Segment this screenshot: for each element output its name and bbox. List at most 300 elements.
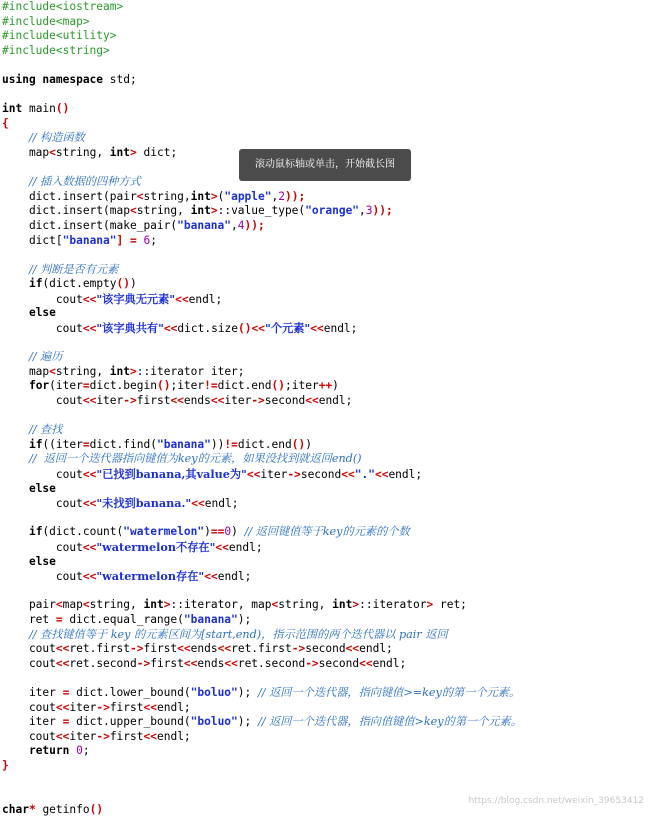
code-token-cmt: // 查找键值等于 key 的元素区间为[start,end)，指示范围的两个迭代器以 pair 返回 bbox=[28, 627, 448, 641]
code-token-op: )); bbox=[285, 189, 306, 203]
code-line bbox=[2, 394, 648, 409]
watermark: https://blog.csdn.net/weixin_39653412 bbox=[468, 796, 644, 806]
code-line bbox=[2, 73, 648, 88]
code-token-plain: string, bbox=[143, 189, 191, 203]
code-token-kw: int bbox=[190, 189, 211, 203]
code-token-plain: cout bbox=[2, 656, 56, 670]
code-token-str: "boluo" bbox=[190, 685, 238, 699]
code-token-op: != bbox=[204, 379, 218, 393]
code-token-kw: else bbox=[28, 554, 56, 568]
code-token-plain: iter bbox=[96, 394, 124, 408]
code-line bbox=[2, 569, 648, 584]
code-token-plain: dict.insert(make_pair( bbox=[2, 218, 178, 232]
code-token-plain: second bbox=[305, 642, 346, 656]
code-token-op: > bbox=[210, 189, 218, 203]
code-token-plain: iter bbox=[2, 715, 63, 729]
code-token-op: << bbox=[82, 540, 97, 554]
code-token-cmt: // 返回一个迭代器，指向值键值>key的第一个元素。 bbox=[258, 715, 522, 729]
code-token-plain: (dict.count( bbox=[42, 525, 124, 539]
code-token-plain bbox=[123, 234, 130, 247]
code-token-str: "boluo" bbox=[190, 715, 238, 729]
code-token-plain: endl; bbox=[204, 497, 239, 511]
code-token-op: != bbox=[224, 437, 238, 451]
code-line bbox=[2, 190, 648, 205]
code-token-plain: dict.insert(map bbox=[2, 204, 130, 218]
code-token-op: << bbox=[191, 497, 205, 511]
code-token-kw: else bbox=[28, 306, 56, 320]
code-token-op: << bbox=[177, 642, 191, 656]
code-token-plain bbox=[2, 628, 29, 641]
code-token-op: () bbox=[238, 322, 252, 336]
code-token-op: << bbox=[183, 656, 198, 670]
code-line bbox=[2, 657, 648, 672]
code-token-op: << bbox=[251, 322, 265, 336]
code-line bbox=[2, 730, 648, 745]
code-token-plain bbox=[2, 277, 29, 290]
code-token-plain: cout bbox=[2, 497, 83, 511]
code-token-op: << bbox=[82, 497, 97, 511]
code-token-op: << bbox=[82, 322, 97, 336]
code-token-op: > bbox=[130, 145, 137, 159]
code-token-plain: second bbox=[300, 468, 342, 481]
code-token-plain: (iter bbox=[49, 379, 83, 393]
code-token-plain: cout bbox=[2, 729, 56, 743]
code-token-op: () bbox=[271, 379, 285, 393]
code-token-op: = bbox=[62, 715, 70, 729]
code-token-cmt: // 插入数据的四种方式 bbox=[28, 175, 141, 189]
code-token-plain: , bbox=[231, 218, 238, 232]
code-token-op: = bbox=[55, 612, 63, 626]
code-line bbox=[2, 452, 648, 467]
code-token-kw: if bbox=[28, 525, 43, 539]
code-token-str: "banana" bbox=[156, 437, 211, 451]
code-token-op: << bbox=[170, 394, 184, 408]
code-token-str: "该字典共有" bbox=[96, 321, 164, 336]
code-token-plain: string, bbox=[136, 204, 191, 218]
code-line bbox=[2, 628, 648, 643]
code-token-plain: dict.equal_range( bbox=[62, 612, 184, 626]
code-token-op: < bbox=[49, 145, 56, 159]
code-token-plain: ); bbox=[237, 612, 252, 626]
code-token-str: "orange" bbox=[305, 204, 360, 218]
code-token-op: -> bbox=[96, 729, 110, 743]
code-token-plain: ;iter bbox=[170, 379, 205, 393]
code-token-str: "watermelon存在" bbox=[96, 569, 205, 584]
code-token-plain: second bbox=[264, 394, 306, 408]
code-token-op: -> bbox=[305, 656, 319, 670]
code-token-plain: endl; bbox=[388, 468, 423, 481]
code-token-str: "该字典无元素" bbox=[96, 291, 176, 306]
code-token-op: -> bbox=[136, 656, 151, 670]
code-line bbox=[2, 584, 648, 599]
code-token-plain: dict.find( bbox=[89, 437, 157, 451]
code-token-plain: ret.second bbox=[237, 656, 306, 670]
code-token-op: -> bbox=[96, 700, 110, 714]
code-token-plain bbox=[2, 744, 29, 757]
code-token-plain bbox=[2, 131, 29, 144]
code-token-plain: cout bbox=[2, 570, 83, 584]
code-token-op: << bbox=[215, 540, 229, 554]
code-token-op: = bbox=[130, 233, 137, 247]
code-token-op: -> bbox=[130, 642, 144, 656]
code-token-op: -> bbox=[123, 394, 137, 408]
code-token-op: * bbox=[28, 802, 36, 816]
code-token-str: "apple" bbox=[224, 189, 272, 203]
code-token-plain: first bbox=[143, 642, 178, 656]
code-token-plain: first bbox=[150, 656, 184, 670]
code-token-kw: int bbox=[2, 102, 23, 116]
code-token-op: { bbox=[2, 116, 9, 130]
code-token-str: "未找到banana." bbox=[96, 496, 192, 511]
code-token-op: () bbox=[291, 437, 306, 451]
code-token-plain: ; bbox=[82, 744, 90, 758]
code-line bbox=[2, 438, 648, 453]
code-token-plain: endl; bbox=[156, 700, 191, 714]
code-token-op: << bbox=[82, 292, 97, 306]
code-token-plain: cout bbox=[2, 322, 83, 336]
code-token-plain: pair bbox=[2, 598, 56, 612]
code-line bbox=[2, 263, 648, 278]
code-token-op: -> bbox=[251, 394, 265, 408]
code-line bbox=[2, 117, 648, 132]
code-line bbox=[2, 321, 648, 336]
code-view bbox=[2, 0, 648, 817]
code-line bbox=[2, 102, 648, 117]
code-token-op: << bbox=[217, 642, 232, 656]
code-token-str: "." bbox=[354, 468, 375, 481]
code-token-kw: for bbox=[28, 379, 50, 393]
code-token-plain: ) bbox=[305, 437, 312, 451]
code-line bbox=[2, 336, 648, 351]
code-line bbox=[2, 759, 648, 774]
code-token-num: 3 bbox=[365, 204, 373, 218]
code-token-plain: ret.first bbox=[231, 642, 292, 656]
code-token-plain: map bbox=[2, 145, 50, 159]
code-token-plain: ret.second bbox=[69, 656, 137, 670]
code-token-kw: else bbox=[28, 481, 56, 495]
code-line bbox=[2, 15, 648, 30]
code-line bbox=[2, 555, 648, 570]
code-token-kw: if bbox=[28, 277, 43, 291]
code-token-op: )); bbox=[244, 218, 265, 232]
code-token-plain bbox=[2, 438, 29, 451]
code-token-plain bbox=[2, 175, 29, 188]
code-line bbox=[2, 642, 648, 657]
code-token-op: << bbox=[310, 322, 324, 336]
code-line bbox=[2, 686, 648, 701]
code-token-op: << bbox=[82, 394, 97, 408]
code-token-op: < bbox=[49, 364, 56, 378]
code-token-num: 0 bbox=[76, 744, 83, 758]
code-token-op: = bbox=[82, 437, 90, 451]
code-token-plain: dict.insert(pair bbox=[2, 189, 137, 203]
code-token-plain: dict.upper_bound( bbox=[69, 715, 191, 729]
code-token-plain: ends bbox=[197, 656, 225, 670]
code-token-plain: ends bbox=[183, 394, 211, 408]
code-token-num: 0 bbox=[224, 525, 232, 539]
code-token-plain: endl; bbox=[372, 656, 407, 670]
code-token-op: < bbox=[82, 598, 90, 612]
code-token-plain: ) bbox=[130, 277, 137, 291]
code-token-op: << bbox=[55, 656, 70, 670]
code-token-op: << bbox=[374, 468, 389, 481]
code-token-plain: ((iter bbox=[42, 437, 83, 451]
code-token-op: -> bbox=[287, 468, 301, 481]
code-token-cmt: // 判断是否有元素 bbox=[28, 262, 119, 276]
code-token-plain: endl; bbox=[156, 729, 191, 743]
code-token-op: > bbox=[426, 598, 434, 612]
code-line bbox=[2, 131, 648, 146]
code-token-plain bbox=[2, 482, 29, 495]
code-token-op: << bbox=[82, 570, 97, 584]
code-token-op: > bbox=[130, 364, 137, 378]
code-line bbox=[2, 204, 648, 219]
code-token-num: 2 bbox=[278, 189, 285, 203]
code-token-op: << bbox=[359, 656, 373, 670]
code-token-plain bbox=[2, 350, 29, 363]
code-token-op: << bbox=[305, 394, 319, 408]
code-token-plain: endl; bbox=[228, 540, 263, 554]
code-line bbox=[2, 248, 648, 263]
code-token-plain: ::iterator bbox=[359, 598, 427, 612]
code-line bbox=[2, 773, 648, 788]
code-line bbox=[2, 234, 648, 249]
code-line bbox=[2, 277, 648, 292]
code-token-plain: dict.begin bbox=[89, 379, 157, 393]
code-line bbox=[2, 0, 648, 15]
code-token-plain: dict; bbox=[136, 145, 178, 159]
code-line bbox=[2, 496, 648, 511]
code-token-op: << bbox=[143, 700, 157, 714]
code-token-op: << bbox=[341, 468, 355, 481]
code-token-kw: using namespace bbox=[2, 72, 104, 86]
code-token-plain bbox=[2, 525, 29, 538]
code-token-op: << bbox=[55, 642, 70, 656]
code-token-plain: ::iterator, map bbox=[170, 598, 272, 612]
code-token-plain: ends bbox=[190, 642, 218, 656]
code-token-op: > bbox=[352, 598, 360, 612]
code-token-plain: main bbox=[22, 102, 56, 116]
code-token-pp: #include<string> bbox=[2, 43, 110, 57]
code-token-op: = bbox=[62, 685, 70, 699]
code-line bbox=[2, 423, 648, 438]
code-token-plain: endl; bbox=[318, 394, 353, 408]
code-token-plain bbox=[137, 234, 144, 247]
code-token-num: 4 bbox=[237, 218, 245, 232]
code-token-op: () bbox=[156, 379, 171, 393]
code-token-plain: first bbox=[136, 394, 171, 408]
code-token-plain: ::iterator iter; bbox=[136, 364, 245, 378]
code-token-plain: cout bbox=[2, 642, 56, 656]
code-line bbox=[2, 88, 648, 103]
code-token-cmt: // 遍历 bbox=[28, 350, 63, 364]
code-token-plain: dict.lower_bound( bbox=[69, 685, 191, 699]
code-token-op: << bbox=[82, 468, 97, 481]
code-token-kw: return bbox=[28, 744, 70, 758]
code-line bbox=[2, 219, 648, 234]
code-token-cmt: // 查找 bbox=[28, 423, 63, 437]
code-token-kw: int bbox=[109, 145, 131, 159]
code-token-op: = bbox=[82, 379, 90, 393]
code-token-plain: endl; bbox=[323, 322, 358, 336]
code-token-str: "banana" bbox=[183, 612, 238, 626]
code-token-op: ++ bbox=[318, 379, 333, 393]
code-token-op: << bbox=[224, 656, 238, 670]
code-token-plain: std; bbox=[103, 72, 137, 86]
code-line bbox=[2, 379, 648, 394]
code-token-op: < bbox=[129, 204, 137, 218]
code-token-plain: cout bbox=[2, 468, 83, 481]
code-token-op: << bbox=[55, 700, 70, 714]
code-token-plain: ) bbox=[231, 525, 245, 539]
code-token-plain bbox=[2, 555, 29, 568]
code-line bbox=[2, 613, 648, 628]
code-token-kw: int bbox=[332, 598, 353, 612]
code-token-op: << bbox=[163, 322, 178, 336]
code-token-plain: dict.end bbox=[217, 379, 272, 393]
code-line bbox=[2, 744, 648, 759]
code-token-plain: string, bbox=[55, 145, 110, 159]
code-token-op: > bbox=[163, 598, 171, 612]
code-token-plain: string, bbox=[89, 598, 144, 612]
code-line bbox=[2, 467, 648, 482]
code-token-op: << bbox=[246, 468, 261, 481]
code-token-op: < bbox=[271, 598, 279, 612]
code-token-plain: ;iter bbox=[285, 379, 319, 393]
code-token-cmt: // 返回一个迭代器指向键值为key的元素，如果没找到就返回end() bbox=[28, 452, 362, 466]
code-token-plain: ); bbox=[237, 715, 258, 729]
code-token-plain: ) bbox=[204, 525, 211, 539]
code-token-plain: iter bbox=[260, 468, 288, 481]
code-token-plain: ret; bbox=[433, 598, 467, 612]
code-token-kw: if bbox=[28, 437, 43, 451]
code-token-plain: map bbox=[2, 364, 50, 378]
code-token-plain: cout bbox=[2, 292, 83, 306]
code-token-cmt: // 返回一个迭代器，指向键值>=key的第一个元素。 bbox=[258, 685, 521, 699]
code-token-plain bbox=[2, 379, 29, 392]
code-token-cmt: // 返回键值等于key的元素的个数 bbox=[244, 525, 410, 539]
code-token-plain: , bbox=[271, 189, 279, 203]
code-token-plain: endl; bbox=[217, 570, 252, 584]
code-token-str: "banana" bbox=[62, 233, 117, 247]
code-token-plain: ( bbox=[217, 189, 225, 203]
code-line bbox=[2, 350, 648, 365]
code-token-plain: endl; bbox=[359, 642, 393, 656]
code-token-plain: iter bbox=[2, 685, 63, 699]
code-line bbox=[2, 409, 648, 424]
code-token-kw: int bbox=[109, 364, 131, 378]
code-token-num: 6 bbox=[143, 233, 151, 247]
code-token-plain: dict.size bbox=[177, 322, 239, 336]
code-token-op: << bbox=[143, 729, 157, 743]
code-token-kw: char bbox=[2, 802, 29, 816]
code-token-op: << bbox=[175, 292, 189, 306]
code-token-plain bbox=[2, 306, 29, 319]
code-line bbox=[2, 511, 648, 526]
code-token-plain: ); bbox=[237, 685, 258, 699]
code-token-str: "已找到banana,其value为" bbox=[96, 467, 247, 481]
code-token-plain: iter bbox=[69, 729, 97, 743]
code-line bbox=[2, 482, 648, 497]
code-token-plain: )) bbox=[210, 437, 225, 451]
code-token-plain: iter bbox=[69, 700, 97, 714]
code-token-op: << bbox=[55, 729, 70, 743]
code-line bbox=[2, 701, 648, 716]
code-line bbox=[2, 715, 648, 730]
code-token-plain: dict.end bbox=[237, 437, 292, 451]
code-line bbox=[2, 671, 648, 686]
code-token-op: > bbox=[210, 204, 218, 218]
code-token-plain: string, bbox=[278, 598, 333, 612]
code-token-op: << bbox=[204, 570, 218, 584]
code-token-str: "watermelon不存在" bbox=[96, 539, 216, 554]
code-token-plain: iter bbox=[224, 394, 252, 408]
code-token-str: "watermelon" bbox=[123, 525, 205, 539]
code-token-plain: ; bbox=[150, 233, 158, 247]
code-line bbox=[2, 44, 648, 59]
code-token-op: () bbox=[55, 102, 70, 116]
code-token-kw: int bbox=[190, 204, 211, 218]
code-token-plain: ::value_type( bbox=[217, 204, 306, 218]
code-token-plain: ret.first bbox=[69, 642, 130, 656]
code-line bbox=[2, 306, 648, 321]
code-token-plain: getinfo bbox=[35, 802, 90, 816]
code-token-kw: int bbox=[143, 598, 164, 612]
code-token-plain: ret bbox=[2, 612, 56, 626]
code-token-plain: second bbox=[318, 656, 360, 670]
code-token-pp: #include<utility> bbox=[2, 29, 117, 43]
code-token-plain: , bbox=[359, 204, 366, 218]
code-token-op: )); bbox=[372, 204, 393, 218]
code-token-op: < bbox=[136, 189, 144, 203]
code-token-plain: first bbox=[109, 700, 144, 714]
code-line bbox=[2, 292, 648, 307]
code-token-op: == bbox=[210, 525, 225, 539]
code-token-op: < bbox=[55, 598, 63, 612]
code-token-plain: cout bbox=[2, 700, 56, 714]
code-token-op: << bbox=[345, 642, 360, 656]
code-token-op: () bbox=[89, 802, 104, 816]
code-line bbox=[2, 365, 648, 380]
code-token-plain: cout bbox=[2, 540, 83, 554]
screenshot-tooltip: 滚动鼠标轴或单击，开始截长图 bbox=[239, 149, 411, 181]
code-token-op: () bbox=[116, 277, 131, 291]
code-token-plain: endl; bbox=[188, 292, 223, 306]
code-token-plain: ) bbox=[332, 379, 339, 393]
code-token-pp: #include<iostream> bbox=[2, 0, 124, 13]
code-token-str: "个元素" bbox=[265, 321, 311, 336]
code-token-plain: dict[ bbox=[2, 233, 63, 247]
code-token-plain bbox=[2, 452, 29, 465]
code-token-op: -> bbox=[291, 642, 306, 656]
code-token-op: ] bbox=[116, 233, 124, 247]
code-line bbox=[2, 58, 648, 73]
code-token-plain: string, bbox=[55, 364, 110, 378]
code-line bbox=[2, 29, 648, 44]
code-token-plain: (dict.empty bbox=[42, 277, 117, 291]
code-token-str: "banana" bbox=[177, 218, 232, 232]
code-token-cmt: // 构造函数 bbox=[28, 131, 85, 145]
code-line bbox=[2, 540, 648, 555]
code-token-pp: #include<map> bbox=[2, 14, 90, 28]
code-line bbox=[2, 525, 648, 540]
code-token-plain bbox=[2, 423, 29, 436]
code-token-plain: map bbox=[62, 598, 83, 612]
code-token-op: << bbox=[210, 394, 225, 408]
code-line bbox=[2, 598, 648, 613]
code-token-op: } bbox=[2, 758, 9, 772]
code-token-plain: first bbox=[109, 729, 144, 743]
